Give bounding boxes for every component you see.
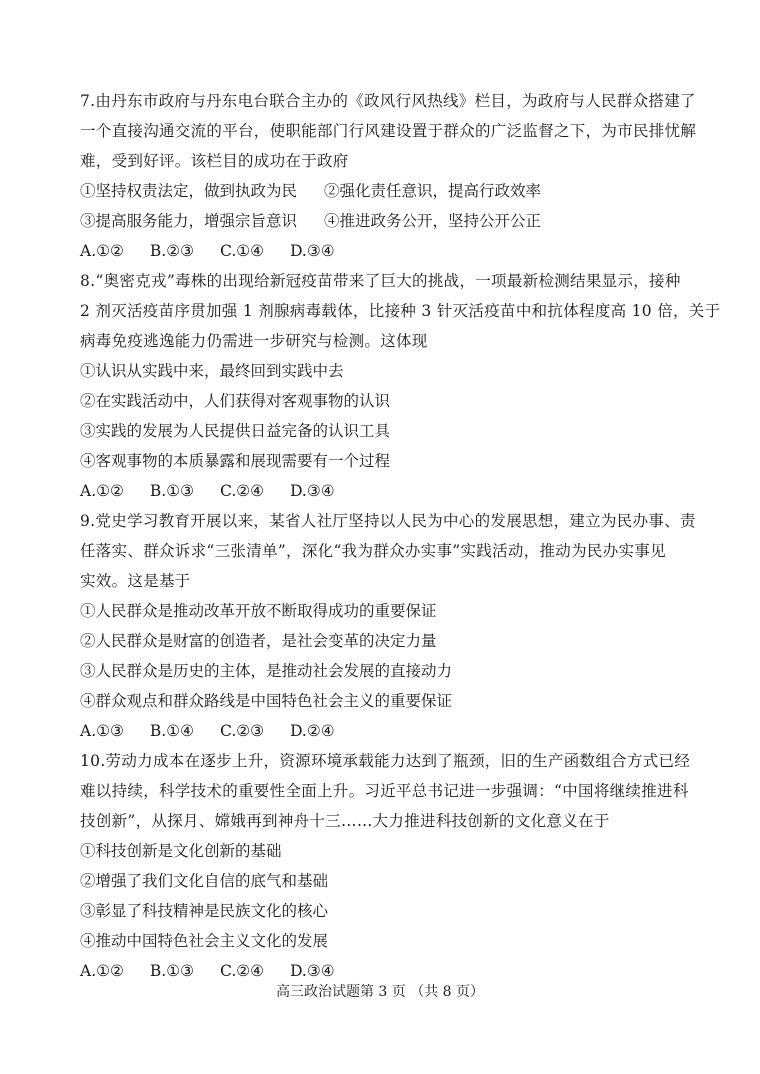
answer-d: D.③④ xyxy=(290,482,335,500)
answer-b: B.①③ xyxy=(149,962,195,980)
page-footer: 高三政治试题第 3 页 （共 8 页） xyxy=(275,984,485,1000)
option-4: ④群众观点和群众路线是中国特色社会主义的重要保证 xyxy=(80,692,453,710)
stem-line: 一个直接沟通交流的平台，使职能部门行风建设置于群众的广泛监督之下，为市民排忧解 xyxy=(80,122,697,140)
option-1: ①坚持权责法定，做到执政为民 xyxy=(80,182,298,200)
option-1: ①认识从实践中来，最终回到实践中去 xyxy=(80,362,344,380)
stem-line: 9.党史学习教育开展以来，某省人社厅坚持以人民为中心的发展思想，建立为民办事、责 xyxy=(80,512,696,530)
answer-c: C.②④ xyxy=(220,962,265,980)
stem-line: 8.“奥密克戎”毒株的出现给新冠疫苗带来了巨大的挑战，一项最新检测结果显示，接种 xyxy=(80,272,681,290)
option-2: ②强化责任意识，提高行政效率 xyxy=(324,182,542,200)
stem-line: 任落实、群众诉求“三张清单”，深化“我为群众办实事”实践活动，推动为民办实事见 xyxy=(80,542,666,560)
stem-line: 难，受到好评。该栏目的成功在于政府 xyxy=(80,152,349,170)
option-3: ③实践的发展为人民提供日益完备的认识工具 xyxy=(80,422,391,440)
stem-line: 病毒免疫逃逸能力仍需进一步研究与检测。这体现 xyxy=(80,332,428,350)
answer-choices xyxy=(80,716,685,746)
option-row xyxy=(80,176,685,206)
option-row xyxy=(80,206,685,236)
answer-b: B.②③ xyxy=(149,242,195,260)
stem-line: 难以持续，科学技术的重要性全面上升。习近平总书记进一步强调：“中国将继续推进科 xyxy=(80,782,689,800)
answer-c: C.②④ xyxy=(220,482,265,500)
question-stem xyxy=(80,266,721,356)
answer-choices xyxy=(80,476,685,506)
option-4: ④推进政务公开，坚持公开公正 xyxy=(324,212,542,230)
question-stem xyxy=(80,746,691,836)
option-3: ③人民群众是历史的主体，是推动社会发展的直接动力 xyxy=(80,662,453,680)
question-7 xyxy=(80,86,697,266)
option-4: ④推动中国特色社会主义文化的发展 xyxy=(80,932,329,950)
option-2: ②在实践活动中，人们获得对客观事物的认识 xyxy=(80,392,391,410)
stem-line: 7.由丹东市政府与丹东电台联合主办的《政风行风热线》栏目，为政府与人民群众搭建了 xyxy=(80,92,696,110)
answer-b: B.①③ xyxy=(149,482,195,500)
answer-d: D.③④ xyxy=(290,242,335,260)
option-3: ③提高服务能力，增强宗旨意识 xyxy=(80,212,298,230)
question-10 xyxy=(80,746,691,986)
answer-a: A.①② xyxy=(80,482,124,500)
answer-d: D.②④ xyxy=(290,722,335,740)
answer-a: A.①③ xyxy=(80,722,124,740)
question-8 xyxy=(80,266,721,506)
stem-line: 技创新”，从探月、嫦娥再到神舟十三……大力推进科技创新的文化意义在于 xyxy=(80,812,610,830)
answer-a: A.①② xyxy=(80,242,124,260)
option-1: ①人民群众是推动改革开放不断取得成功的重要保证 xyxy=(80,602,437,620)
question-stem xyxy=(80,86,697,176)
option-2: ②人民群众是财富的创造者，是社会变革的决定力量 xyxy=(80,632,437,650)
question-stem xyxy=(80,506,696,596)
question-9 xyxy=(80,506,696,746)
option-4: ④客观事物的本质暴露和展现需要有一个过程 xyxy=(80,452,391,470)
answer-c: C.②③ xyxy=(220,722,265,740)
stem-line: 实效。这是基于 xyxy=(80,572,191,590)
option-1: ①科技创新是文化创新的基础 xyxy=(80,842,282,860)
option-3: ③彰显了科技精神是民族文化的核心 xyxy=(80,902,329,920)
stem-line: 2 剂灭活疫苗序贯加强 1 剂腺病毒载体，比接种 3 针灭活疫苗中和抗体程度高 10 倍，关于 xyxy=(80,302,721,320)
answer-a: A.①② xyxy=(80,962,124,980)
answer-b: B.①④ xyxy=(149,722,195,740)
answer-d: D.③④ xyxy=(290,962,335,980)
stem-line: 10.劳动力成本在逐步上升，资源环境承载能力达到了瓶颈，旧的生产函数组合方式已经 xyxy=(80,752,691,770)
option-2: ②增强了我们文化自信的底气和基础 xyxy=(80,872,329,890)
answer-choices xyxy=(80,236,685,266)
answer-c: C.①④ xyxy=(220,242,265,260)
